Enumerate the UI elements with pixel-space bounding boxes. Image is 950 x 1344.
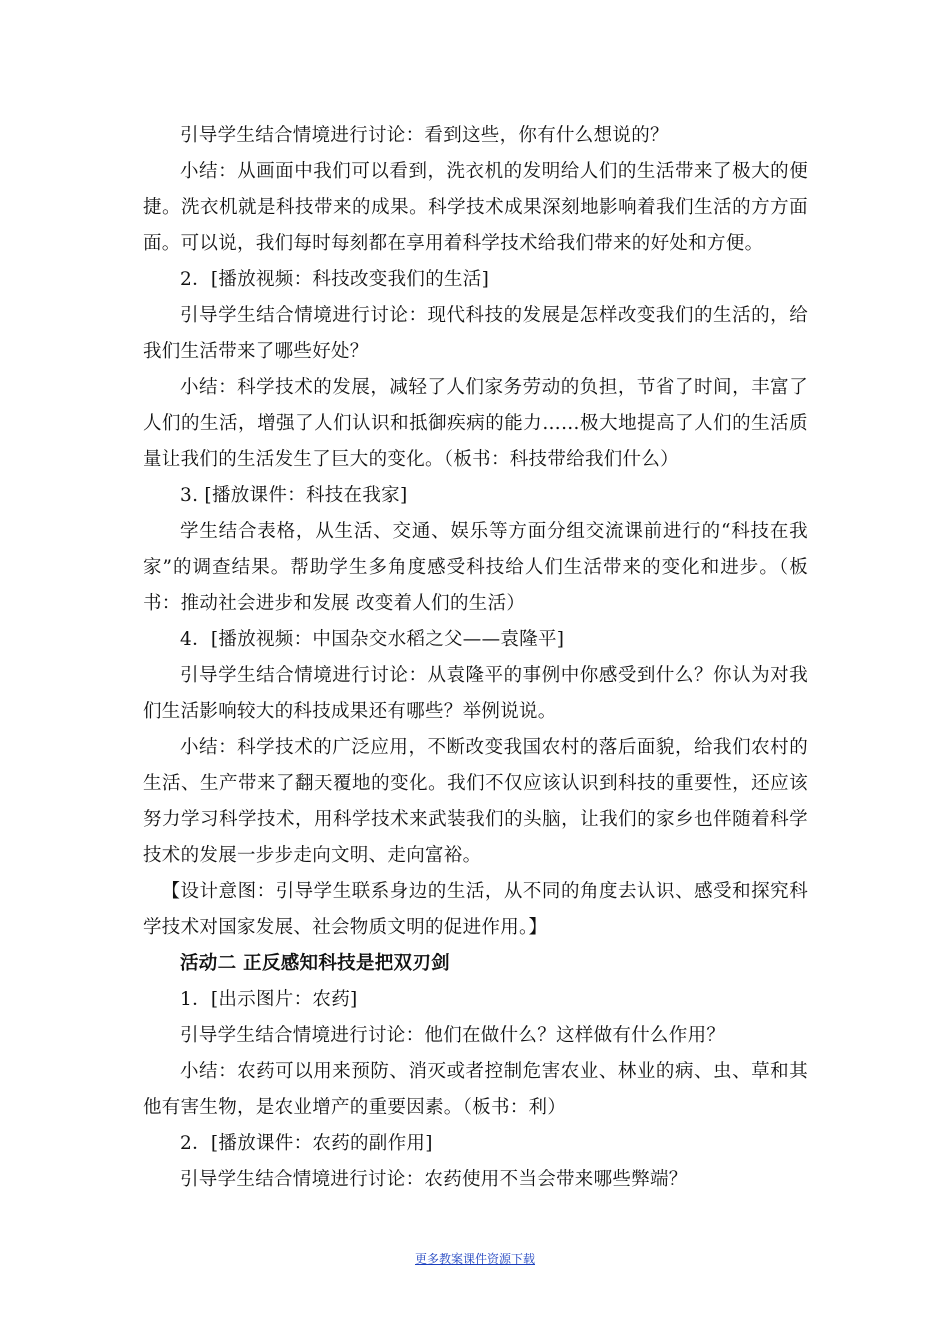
document-body xyxy=(143,118,808,1198)
paragraph: 引导学生结合情境进行讨论：他们在做什么？这样做有什么作用？ xyxy=(180,1025,726,1046)
paragraph: 学生结合表格，从生活、交通、娱乐等方面分组交流课前进行的“科技在我家”的调查结果。帮助学生多角度感受科技给人们生活带来的变化和进步。（板书：推动社会进步和发展 改变着人们的生活） xyxy=(143,521,808,614)
paragraph: 4．[播放视频：中国杂交水稻之父——袁隆平] xyxy=(180,629,565,650)
paragraph: 小结：从画面中我们可以看到，洗衣机的发明给人们的生活带来了极大的便捷。洗衣机就是科技带来的成果。科学技术成果深刻地影响着我们生活的方方面面。可以说，我们每时每刻都在享用着科学技术给我们带来的好处和方便。 xyxy=(143,161,808,254)
paragraph: 3. [播放课件：科技在我家] xyxy=(180,485,408,506)
paragraph: 引导学生结合情境进行讨论：现代科技的发展是怎样改变我们的生活的，给我们生活带来了哪些好处？ xyxy=(143,305,808,362)
footer-download-link[interactable]: 更多教案课件资源下载 xyxy=(414,1252,535,1266)
paragraph: 引导学生结合情境进行讨论：从袁隆平的事例中你感受到什么？你认为对我们生活影响较大的科技成果还有哪些？举例说说。 xyxy=(143,665,808,722)
page-footer xyxy=(0,1250,950,1267)
paragraph: 小结：科学技术的发展，减轻了人们家务劳动的负担，节省了时间，丰富了人们的生活，增强了人们认识和抵御疾病的能力……极大地提高了人们的生活质量让我们的生活发生了巨大的变化。（板书：科技带给我们什么） xyxy=(143,377,808,470)
paragraph: 引导学生结合情境进行讨论：看到这些，你有什么想说的？ xyxy=(180,125,669,146)
paragraph: 1．[出示图片：农药] xyxy=(180,989,358,1010)
paragraph: 引导学生结合情境进行讨论：农药使用不当会带来哪些弊端？ xyxy=(180,1169,688,1190)
paragraph: 2．[播放课件：农药的副作用] xyxy=(180,1133,433,1154)
section-heading: 活动二 正反感知科技是把双刃剑 xyxy=(180,953,450,974)
paragraph: 小结：农药可以用来预防、消灭或者控制危害农业、林业的病、虫、草和其他有害生物，是农业增产的重要因素。（板书：利） xyxy=(143,1061,808,1118)
paragraph: 小结：科学技术的广泛应用，不断改变我国农村的落后面貌，给我们农村的生活、生产带来了翻天覆地的变化。我们不仅应该认识到科技的重要性，还应该努力学习科学技术，用科学技术来武装我们的头脑，让我们的家乡也伴随着科学技术的发展一步步走向文明、走向富裕。 xyxy=(143,737,808,866)
paragraph: 2．[播放视频：科技改变我们的生活] xyxy=(180,269,490,290)
design-intent-paragraph: 【设计意图：引导学生联系身边的生活，从不同的角度去认识、感受和探究科学技术对国家发展、社会物质文明的促进作用。】 xyxy=(143,881,808,938)
